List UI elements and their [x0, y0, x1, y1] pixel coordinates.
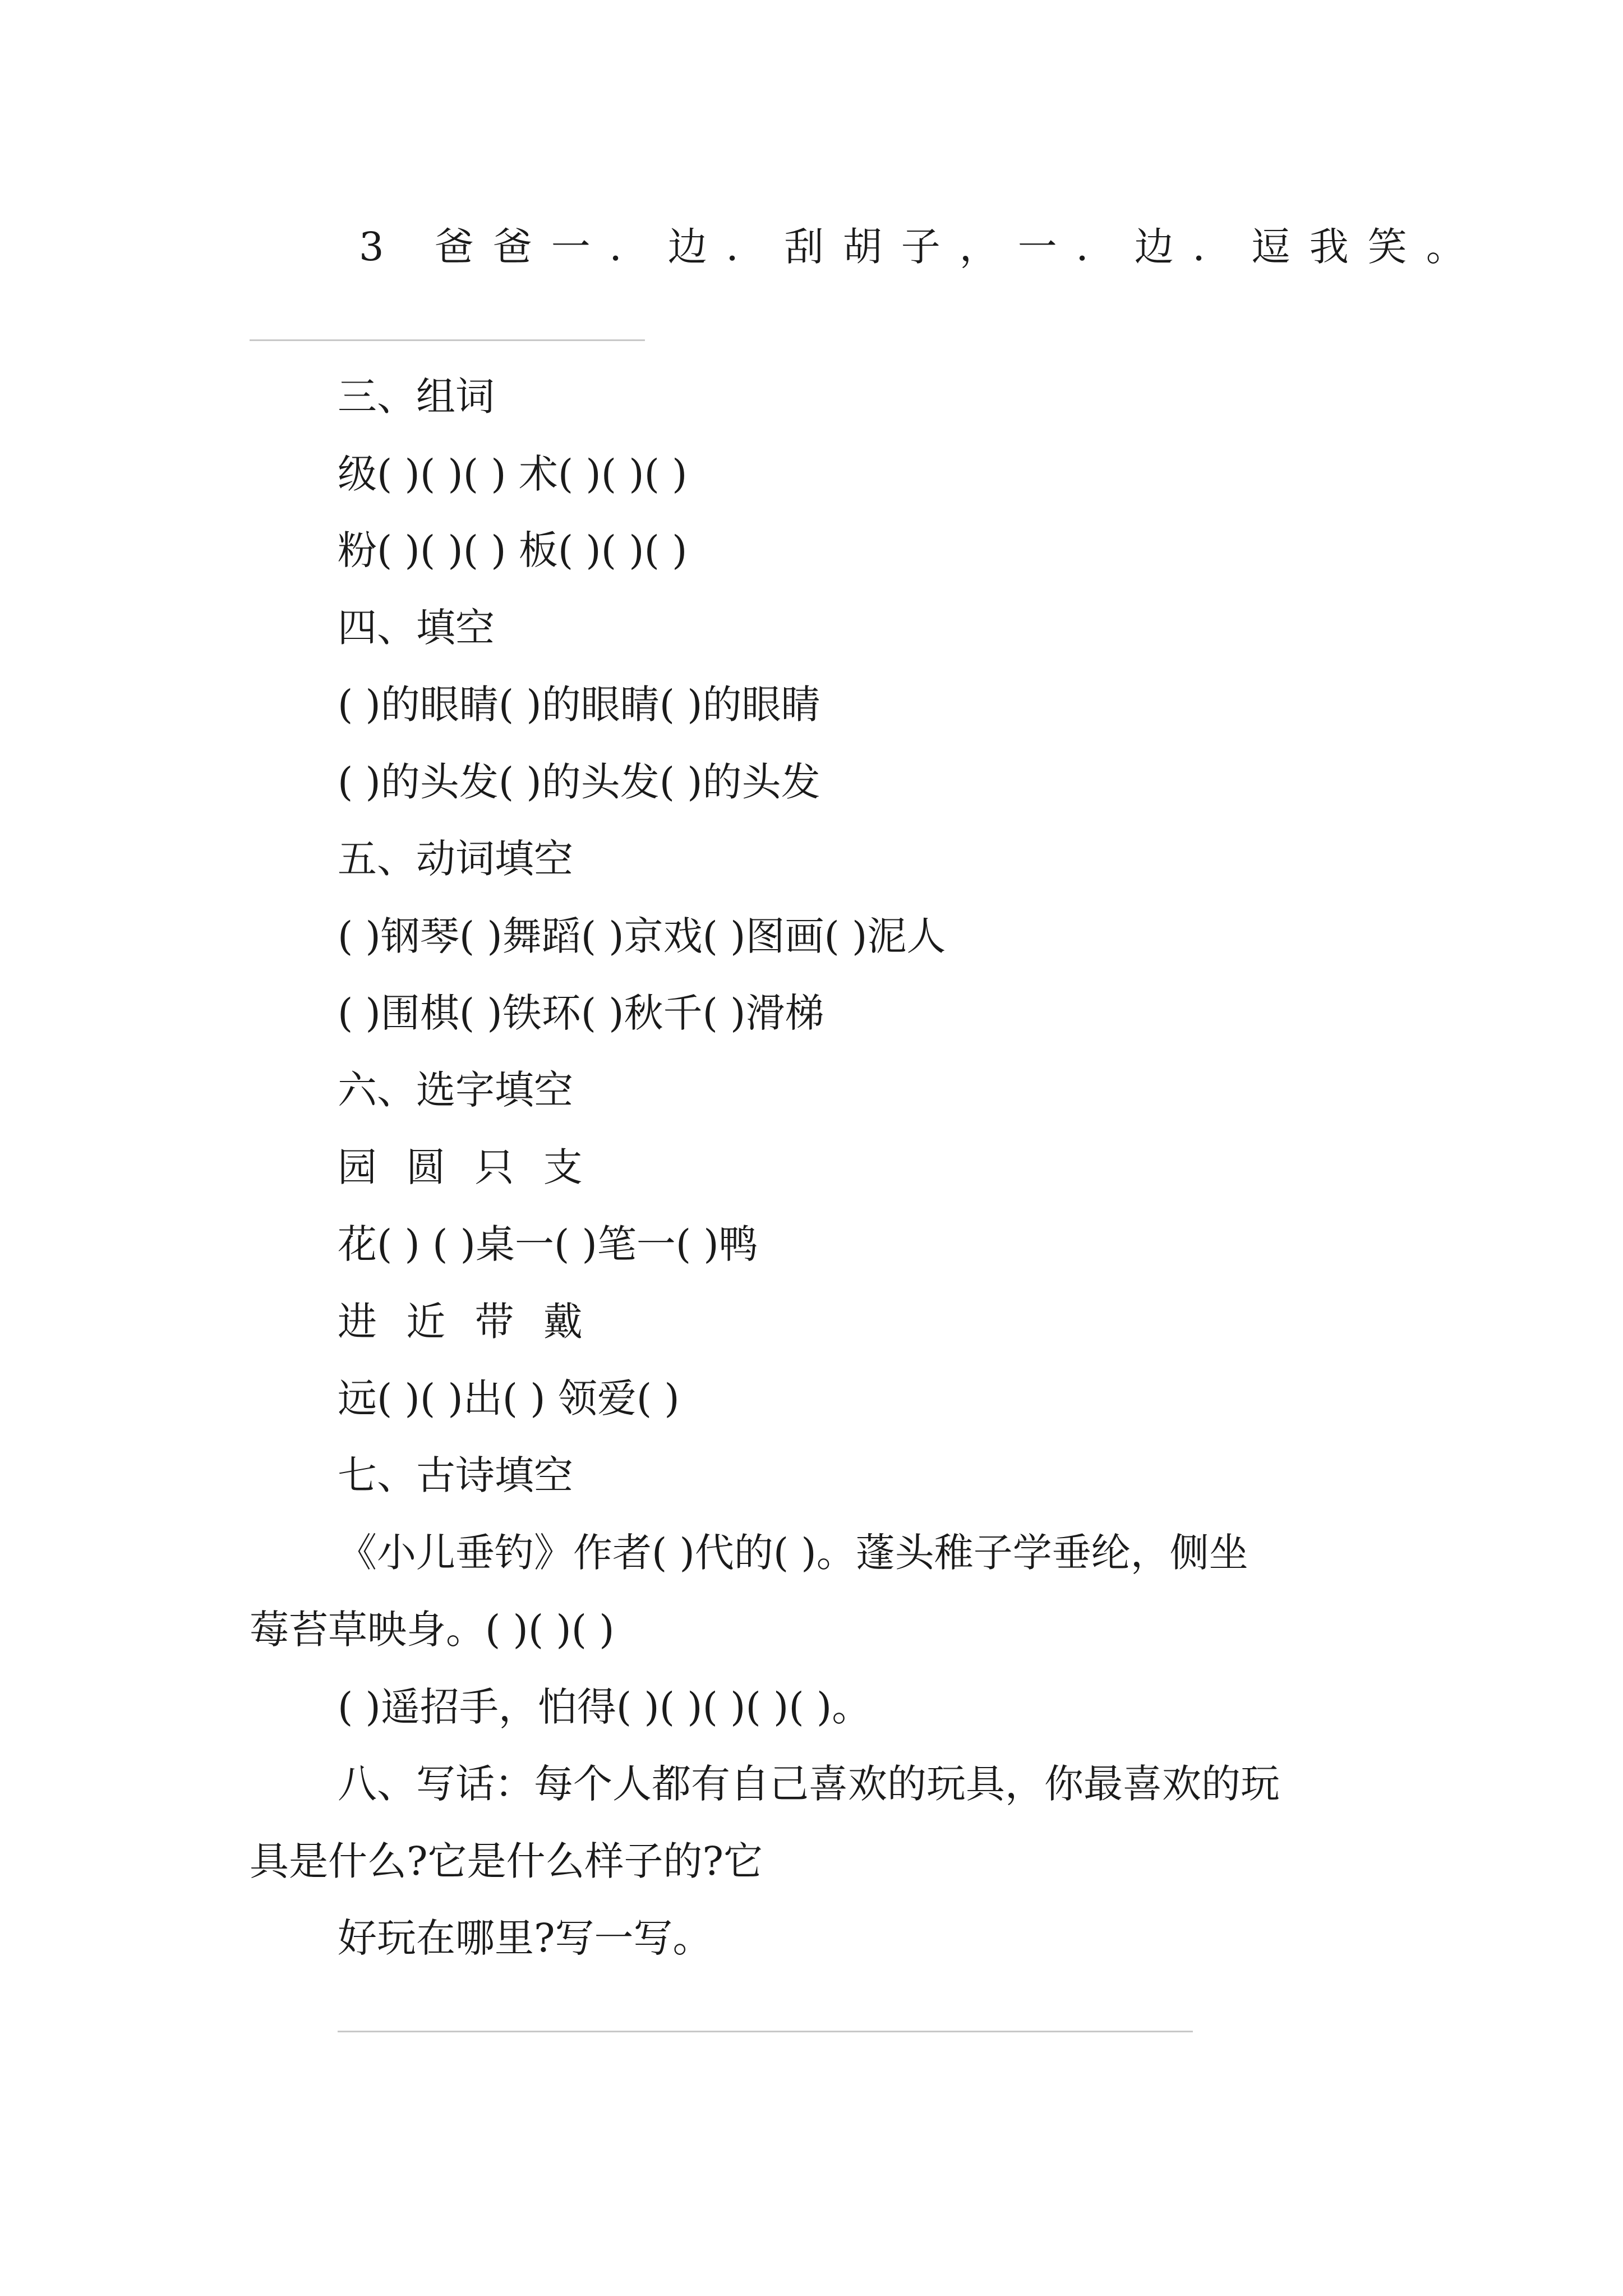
char-fill-row-1: 花( ) ( )桌一( )笔一( )鸭	[338, 1221, 758, 1267]
section-heading-7: 七、古诗填空	[338, 1452, 573, 1498]
poem-line-1: 《小儿垂钓》作者( )代的( )。蓬头稚子学垂纶，侧坐	[338, 1530, 1248, 1576]
section-heading-3: 三、组词	[338, 374, 495, 420]
char-fill-row-2: 远( )( )出( ) 领爱( )	[338, 1375, 680, 1421]
section-heading-8: 八、写话：每个人都有自己喜欢的玩具，你最喜欢的玩	[338, 1761, 1280, 1807]
char-choices-2: 进 近 带 戴	[338, 1299, 583, 1345]
section-heading-5: 五、动词填空	[338, 836, 573, 882]
section-heading-4: 四、填空	[338, 605, 495, 651]
word-group-row-1: 级( )( )( ) 术( )( )( )	[338, 451, 688, 497]
writing-prompt-line-2: 具是什么?它是什么样子的?它	[250, 1838, 763, 1884]
char-choices-1: 园 圆 只 支	[338, 1144, 583, 1190]
word-group-row-2: 粉( )( )( ) 板( )( )( )	[338, 527, 688, 573]
verb-fill-row-2: ( )围棋( )铁环( )秋千( )滑梯	[338, 990, 824, 1036]
divider-short	[250, 339, 645, 341]
writing-answer-line	[338, 2031, 1193, 2032]
sentence-item-3: 3 爸爸一．边．刮胡子，一．边．逗我笑。	[359, 224, 1484, 270]
fill-row-eyes: ( )的眼睛( )的眼睛( )的眼睛	[338, 682, 820, 728]
fill-row-hair: ( )的头发( )的头发( )的头发	[338, 759, 820, 805]
writing-prompt-line-3: 好玩在哪里?写一写。	[338, 1915, 712, 1961]
poem-line-3: ( )遥招手，怕得( )( )( )( )( )。	[338, 1684, 872, 1730]
section-heading-6: 六、选字填空	[338, 1067, 573, 1113]
verb-fill-row-1: ( )钢琴( )舞蹈( )京戏( )图画( )泥人	[338, 913, 946, 959]
poem-line-2: 莓苔草映身。( )( )( )	[250, 1607, 615, 1653]
